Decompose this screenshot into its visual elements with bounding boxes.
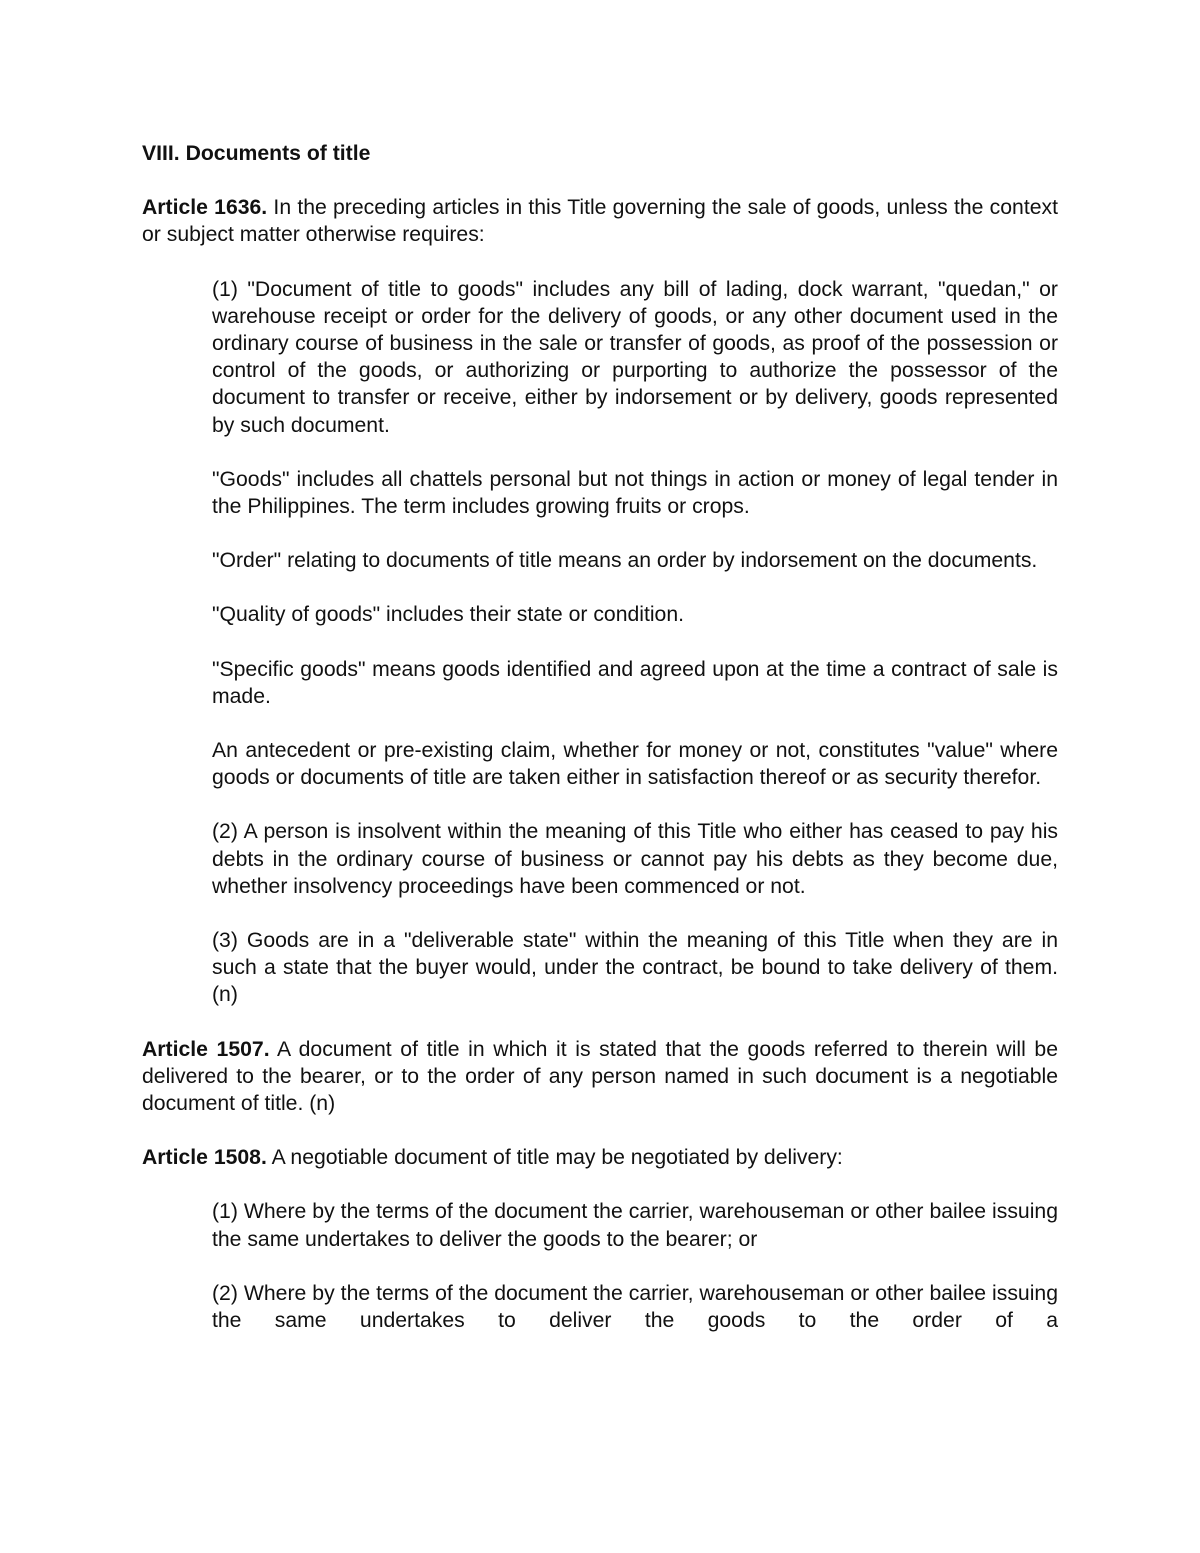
definition-document-of-title: (1) "Document of title to goods" includes any bill of lading, dock warrant, "quedan," or warehouse receipt or order for the delivery of goods, or any other document used in the ordinary course of business in the sale or transfer of goods, as proof of the possession or control of the goods, or authorizing or purporting to authorize the possessor of the document to transfer or receive, either by indorsement or by delivery, goods represented by such document. — [212, 277, 1058, 437]
article-1507-text: A document of title in which it is stated that the goods referred to therein will be delivered to the bearer, or to the order of any person named in such document is a negotiable document of title. (n) — [142, 1037, 1058, 1116]
article-1507-label: Article 1507. — [142, 1037, 270, 1061]
article-1636 — [142, 194, 1058, 248]
definition-insolvent: (2) A person is insolvent within the meaning of this Title who either has ceased to pay his debts in the ordinary course of business or cannot pay his debts as they become due, whether insolvency proceedings have been commenced or not. — [212, 820, 1058, 898]
article-1508-item-2: (2) Where by the terms of the document the carrier, warehouseman or other bailee issuing the same undertakes to deliver the goods to the order of a — [212, 1281, 1058, 1333]
definition-goods: "Goods" includes all chattels personal but not things in action or money of legal tender in the Philippines. The term includes growing fruits or crops. — [212, 467, 1058, 519]
article-1508-label: Article 1508. — [142, 1146, 267, 1170]
article-1508 — [142, 1144, 1058, 1171]
document-page — [142, 140, 1058, 1361]
article-1508-item-1: (1) Where by the terms of the document the carrier, warehouseman or other bailee issuing the same undertakes to deliver the goods to the bearer; or — [212, 1200, 1058, 1251]
article-1507 — [142, 1036, 1058, 1118]
definition-value: An antecedent or pre-existing claim, whether for money or not, constitutes "value" where goods or documents of title are taken either in satisfaction thereof or as security therefor. — [212, 739, 1058, 790]
article-1636-label: Article 1636. — [142, 196, 268, 220]
definition-quality-of-goods: "Quality of goods" includes their state or condition. — [212, 603, 685, 627]
definition-order: "Order" relating to documents of title means an order by indorsement on the documents. — [212, 549, 1038, 573]
definition-deliverable-state: (3) Goods are in a "deliverable state" within the meaning of this Title when they are in such a state that the buyer would, under the contract, be bound to take delivery of them. (n) — [212, 929, 1058, 1007]
article-1508-text: A negotiable document of title may be negotiated by delivery: — [266, 1146, 843, 1170]
article-1636-text: In the preceding articles in this Title governing the sale of goods, unless the context or subject matter otherwise requires: — [142, 196, 1058, 247]
definition-specific-goods: "Specific goods" means goods identified and agreed upon at the time a contract of sale is made. — [212, 657, 1058, 708]
section-title: VIII. Documents of title — [142, 142, 371, 165]
